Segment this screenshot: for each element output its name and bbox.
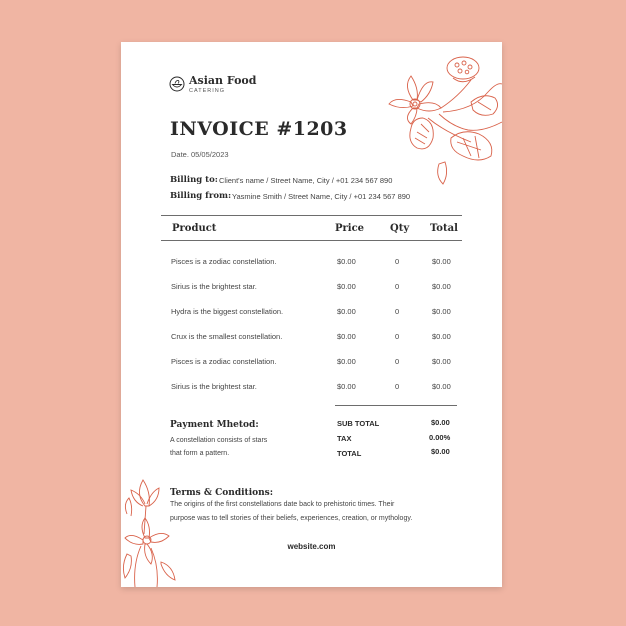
subtotal-value: $0.00 [431,418,450,427]
billing-to-value: Client's name / Street Name, City / +01 234 567 890 [219,176,393,185]
row-price: $0.00 [337,357,356,366]
row-total: $0.00 [432,332,451,341]
summary-rule [335,405,457,406]
row-qty: 0 [395,357,400,366]
row-price: $0.00 [337,332,356,341]
row-total: $0.00 [432,282,451,291]
row-price: $0.00 [337,307,356,316]
row-product: Sirius is the brightest star. [171,382,257,391]
row-price: $0.00 [337,257,356,266]
payment-line-1: A constellation consists of stars [170,437,268,444]
tax-label: TAX [337,434,352,443]
total-value: $0.00 [431,447,450,456]
row-product: Hydra is the biggest constellation. [171,307,284,316]
table-top-rule [161,215,462,216]
brand-name: Asian Food [189,74,257,87]
terms-line-1: The origins of the first constellations date back to prehistoric times. Their [170,501,395,508]
header-product: Product [172,223,217,234]
invoice-date: Date. 05/05/2023 [171,150,229,159]
bowl-logo-icon [169,76,185,92]
row-product: Pisces is a zodiac constellation. [171,257,277,266]
invoice-sheet [121,42,502,587]
row-qty: 0 [395,332,400,341]
row-total: $0.00 [432,257,451,266]
payment-method-title: Payment Mhetod: [170,420,259,430]
terms-line-2: purpose was to tell stories of their beliefs, experiences, creation, or mythology. [170,515,413,522]
billing-from-value: Yasmine Smith / Street Name, City / +01 234 567 890 [232,192,411,201]
row-qty: 0 [395,307,400,316]
row-total: $0.00 [432,307,451,316]
row-product: Sirius is the brightest star. [171,282,257,291]
brand-subtitle: CATERING [189,88,226,94]
total-label: TOTAL [337,449,362,458]
billing-from-label: Billing from: [170,191,232,201]
row-qty: 0 [395,282,400,291]
website-link[interactable]: website.com [287,542,336,551]
terms-title: Terms & Conditions: [170,488,274,498]
table-header-rule [161,240,462,241]
row-price: $0.00 [337,282,356,291]
lotus-floral-illustration [383,52,502,192]
header-total: Total [430,223,458,234]
subtotal-label: SUB TOTAL [337,419,380,428]
header-qty: Qty [390,223,410,234]
row-total: $0.00 [432,382,451,391]
row-product: Pisces is a zodiac constellation. [171,357,277,366]
row-total: $0.00 [432,357,451,366]
tax-value: 0.00% [429,433,451,442]
payment-line-2: that form a pattern. [170,450,230,457]
row-qty: 0 [395,257,400,266]
row-product: Crux is the smallest constellation. [171,332,283,341]
row-qty: 0 [395,382,400,391]
header-price: Price [335,223,365,234]
invoice-title: INVOICE #1203 [170,118,348,140]
billing-to-label: Billing to: [170,175,218,185]
row-price: $0.00 [337,382,356,391]
